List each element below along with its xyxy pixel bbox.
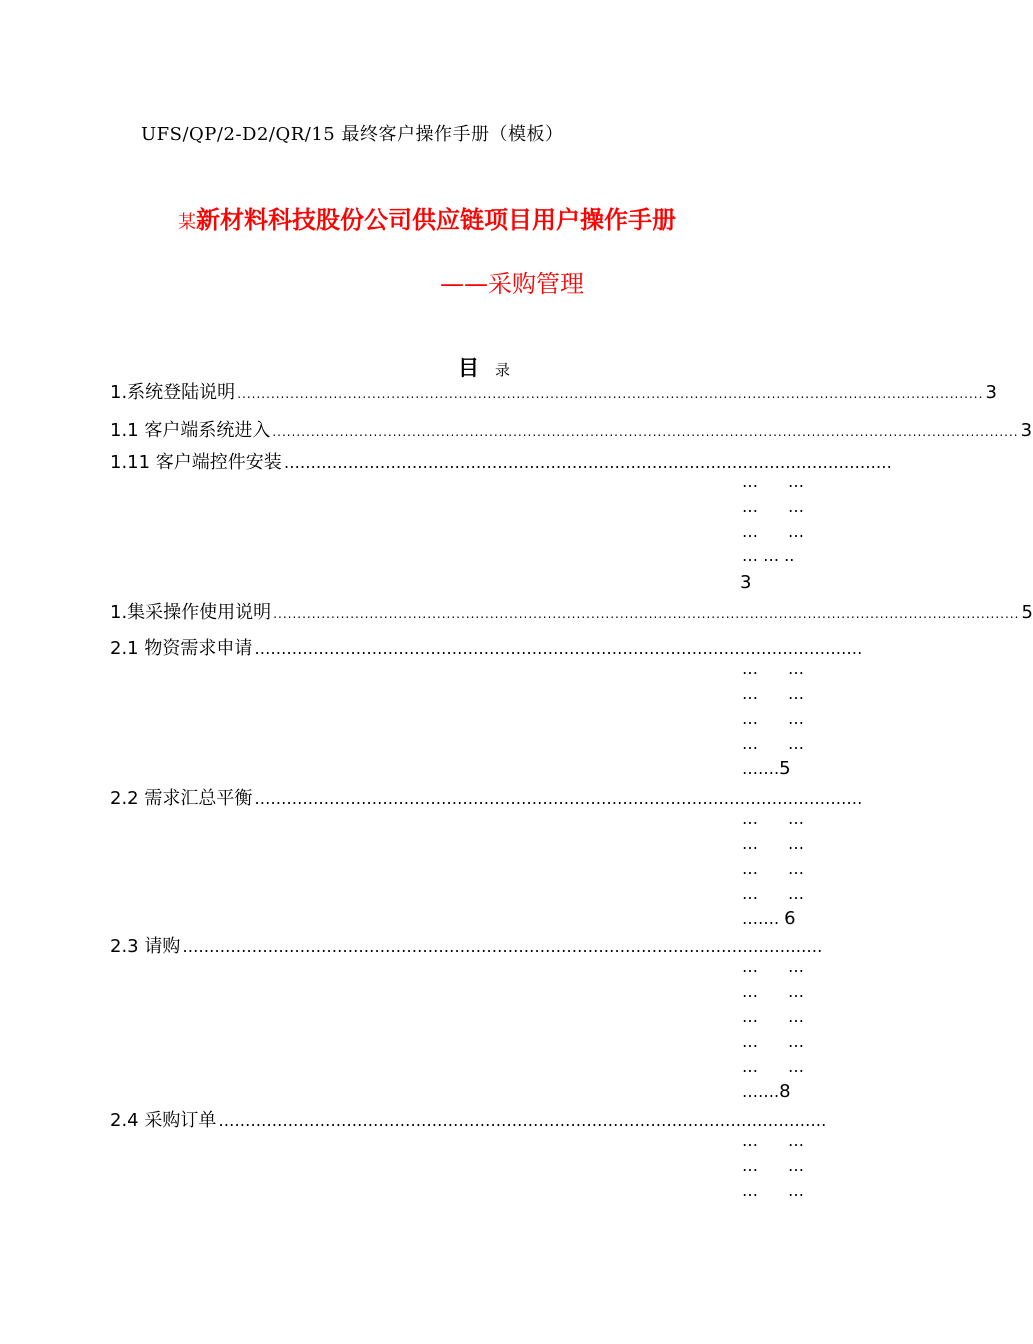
toc-leader-continuation: … (788, 497, 804, 516)
toc-leader-continuation: … (788, 1032, 804, 1051)
toc-entry-page: 3 (985, 382, 997, 403)
toc-leader-continuation: … (742, 1156, 758, 1175)
toc-entry-label: 1.系统登陆说明 (110, 382, 236, 403)
toc-entry[interactable] (110, 416, 1033, 441)
toc-leader: …………………………………………………………………………………………………… (254, 789, 863, 808)
toc-entry[interactable] (110, 784, 863, 809)
toc-leader-continuation: … (788, 472, 804, 491)
toc-entry[interactable] (110, 598, 1033, 623)
toc-leader-continuation: … (788, 522, 804, 541)
toc-leader-continuation: … (742, 1181, 758, 1200)
toc-entry-label: 2.1 物资需求申请 (110, 638, 253, 659)
title-prefix: 某 (178, 212, 196, 233)
toc-leader: ........................................................................................................................................................... (237, 387, 984, 401)
title-main: 新材料科技股份公司供应链项目用户操作手册 (196, 206, 676, 234)
toc-leader: …………………………………………………………………………………………………… (218, 1111, 827, 1130)
toc-entry[interactable] (110, 634, 863, 659)
toc-leader-continuation: … … .. (742, 546, 795, 565)
toc-leader-continuation: … (788, 1131, 804, 1150)
toc-leader-continuation: … (742, 957, 758, 976)
toc-leader-continuation: … (788, 734, 804, 753)
toc-leader: …………………………………………………………………………………………………… (283, 453, 892, 472)
toc-leader-continuation: … (742, 859, 758, 878)
toc-entry-page: 3 (1020, 420, 1033, 441)
toc-entry[interactable] (110, 1106, 827, 1131)
toc-entry[interactable] (110, 932, 823, 957)
toc-leader-continuation: … (788, 1057, 804, 1076)
toc-leader-continuation: … (788, 809, 804, 828)
toc-leader-continuation: … (742, 982, 758, 1001)
document-subtitle: ——采购管理 (440, 270, 584, 298)
toc-entry-label: 2.4 采购订单 (110, 1110, 217, 1131)
toc-leader-continuation: … (788, 957, 804, 976)
toc-leader-continuation: … (788, 834, 804, 853)
toc-entry-label: 1.1 客户端系统进入 (110, 420, 271, 441)
toc-leader-continuation: … (788, 982, 804, 1001)
toc-entry-page: 3 (740, 572, 752, 593)
toc-heading-big: 目 (458, 356, 479, 380)
toc-entry-page: 6 (784, 908, 796, 929)
document-title (178, 200, 676, 235)
toc-entry-label: 2.2 需求汇总平衡 (110, 788, 253, 809)
toc-leader-continuation: … (742, 522, 758, 541)
toc-leader-continuation: … (788, 709, 804, 728)
toc-entry-label: 1.集采操作使用说明 (110, 602, 272, 623)
toc-leader-continuation: … (742, 709, 758, 728)
toc-leader-continuation: … (742, 834, 758, 853)
toc-leader-continuation: …….8 (742, 1081, 791, 1102)
toc-leader-continuation: … (742, 472, 758, 491)
toc-entry-label: 2.3 请购 (110, 936, 181, 957)
toc-leader-continuation: … (788, 659, 804, 678)
toc-leader-continuation: … (788, 884, 804, 903)
toc-leader: …………………………………………………………………………………………………… (254, 639, 863, 658)
toc-leader-continuation: … (742, 734, 758, 753)
toc-entry[interactable] (110, 378, 997, 403)
toc-leader-continuation: … (788, 1181, 804, 1200)
toc-leader-continuation: … (788, 684, 804, 703)
toc-leader-continuation: … (742, 884, 758, 903)
toc-leader-continuation: … (742, 684, 758, 703)
toc-leader-continuation: … (742, 1057, 758, 1076)
document-code: UFS/QP/2-D2/QR/15 最终客户操作手册（模板） (141, 124, 564, 145)
toc-leader: ........................................................................................................................................................... (272, 425, 1019, 439)
toc-leader-continuation: … (742, 1131, 758, 1150)
toc-entry-page: 8 (779, 1081, 791, 1102)
toc-leader-continuation: … (788, 1156, 804, 1175)
toc-entry[interactable] (110, 448, 892, 473)
toc-leader: ………………………………………………………………………………………………………… (182, 937, 823, 956)
toc-entry-page: 5 (779, 758, 791, 779)
toc-leader-continuation: … (742, 497, 758, 516)
toc-leader-continuation: … (788, 1007, 804, 1026)
toc-heading-small: 录 (495, 361, 511, 379)
toc-leader-continuation: … (742, 1032, 758, 1051)
toc-leader: ........................................................................................................................................................... (273, 607, 1020, 621)
toc-leader-continuation: … (742, 659, 758, 678)
toc-leader-continuation: …….5 (742, 758, 791, 779)
toc-entry-label: 1.11 客户端控件安装 (110, 452, 282, 473)
toc-leader-continuation: ……. 6 (742, 908, 796, 929)
toc-leader-continuation: … (788, 859, 804, 878)
toc-leader-continuation: … (742, 809, 758, 828)
toc-entry-page: 5 (1021, 602, 1033, 623)
toc-leader-continuation: … (742, 1007, 758, 1026)
